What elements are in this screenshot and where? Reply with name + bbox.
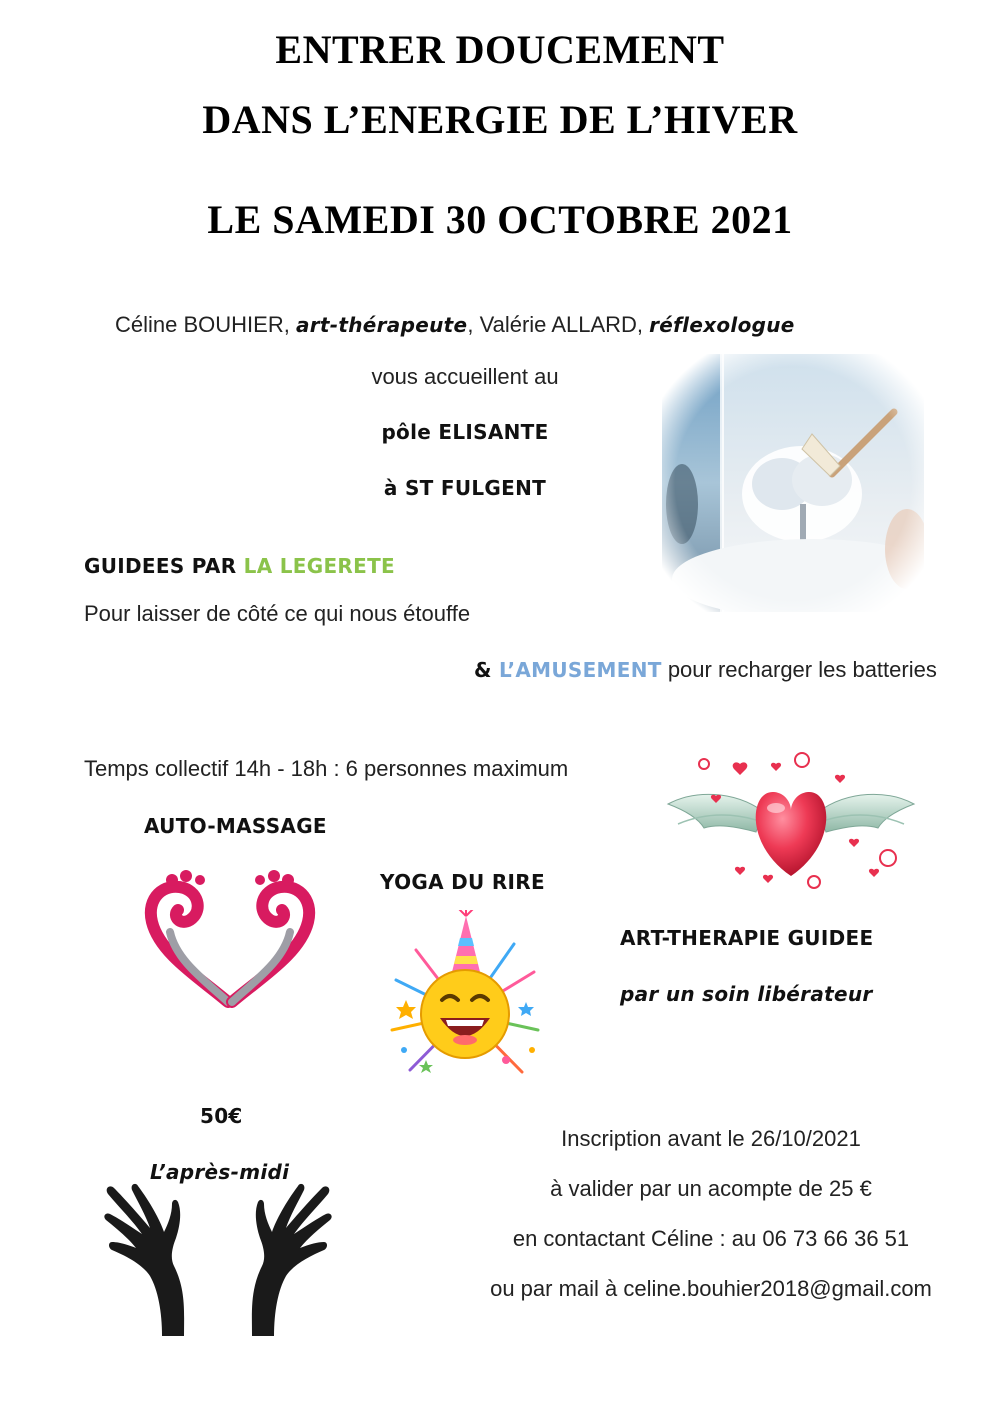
activity-yoga: YOGA DU RIRE: [380, 870, 545, 894]
title-date: LE SAMEDI 30 OCTOBRE 2021: [207, 197, 793, 242]
footprint-heart-image: [140, 868, 320, 1008]
price-period: L’après-midi: [150, 1160, 290, 1184]
activity-art-sub: par un soin libérateur: [620, 982, 873, 1006]
guided-line: [84, 554, 395, 578]
open-hands-image: [102, 1162, 334, 1336]
price-amount: 50€: [200, 1104, 243, 1128]
winged-heart-image: [664, 740, 918, 898]
registration-line-2: à valider par un acompte de 25 €: [550, 1176, 872, 1201]
hosts-line: [115, 312, 795, 338]
registration-line-4: ou par mail à celine.bouhier2018@gmail.com: [490, 1276, 932, 1301]
laughing-smiley-image: [386, 910, 544, 1084]
title-line-2: DANS L’ENERGIE DE L’HIVER: [202, 97, 798, 142]
registration-line-1: Inscription avant le 26/10/2021: [561, 1126, 861, 1151]
place-line-1: pôle ELISANTE: [381, 420, 549, 444]
activity-massage: AUTO-MASSAGE: [144, 814, 327, 838]
registration-line-3: en contactant Céline : au 06 73 66 36 51: [512, 1226, 910, 1251]
host-name-1: Céline BOUHIER,: [115, 312, 296, 337]
guided-prefix: GUIDEES PAR: [84, 554, 244, 578]
host-role-2: réflexologue: [649, 313, 795, 337]
guided-word: LA LEGERETE: [243, 554, 395, 578]
welcome-text: vous accueillent au: [371, 364, 559, 389]
host-name-2: , Valérie ALLARD,: [467, 312, 650, 337]
fun-line: [474, 657, 937, 683]
fun-text: pour recharger les batteries: [661, 657, 937, 682]
host-role-1: art-thérapeute: [295, 313, 468, 337]
title-line-1: ENTRER DOUCEMENT: [275, 27, 725, 72]
place-line-2: à ST FULGENT: [383, 476, 547, 500]
session-text: Temps collectif 14h - 18h : 6 personnes maximum: [84, 756, 569, 781]
leave-text: Pour laisser de côté ce qui nous étouffe: [84, 601, 471, 626]
winter-painting-image: [662, 354, 924, 612]
activity-art: ART-THERAPIE GUIDEE: [620, 926, 874, 950]
fun-word: L’AMUSEMENT: [499, 658, 662, 682]
fun-amp: &: [474, 658, 500, 682]
